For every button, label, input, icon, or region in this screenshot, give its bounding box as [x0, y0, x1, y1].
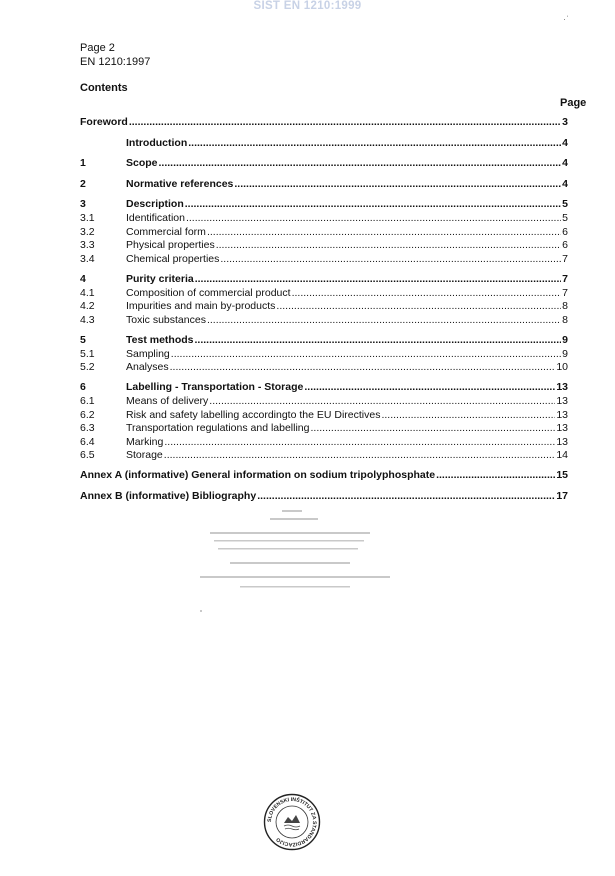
- dot-leader: [194, 334, 561, 346]
- toc-entry-page: 4: [562, 177, 568, 190]
- toc-entry[interactable]: [80, 212, 568, 226]
- toc-entry-number: 6.1: [80, 395, 95, 407]
- dot-leader: [304, 381, 555, 393]
- toc-entry-title: Foreword: [80, 116, 128, 128]
- toc-entry-page: 17: [556, 489, 568, 502]
- toc-entry-number: 6: [80, 381, 86, 393]
- toc-entry[interactable]: [80, 469, 568, 483]
- toc-entry-page: 15: [556, 469, 568, 481]
- watermark: SIST EN 1210:1999: [253, 0, 362, 12]
- toc-entry[interactable]: [80, 273, 568, 287]
- dot-leader: [170, 361, 556, 373]
- dot-leader: [188, 137, 561, 149]
- toc-entry-number: 4.3: [80, 313, 95, 326]
- dot-leader: [436, 469, 555, 481]
- toc-entry-number: 5.2: [80, 361, 95, 373]
- dot-leader: [129, 116, 561, 128]
- toc-entry-page: 14: [556, 449, 568, 461]
- toc-entry-page: 3: [562, 116, 568, 128]
- dot-leader: [195, 273, 561, 285]
- toc-entry-title: Annex B (informative) Bibliography: [80, 489, 257, 502]
- institute-seal: [263, 793, 321, 851]
- toc-entry-page: 6: [562, 225, 568, 238]
- toc-entry-title: Commercial form: [126, 225, 206, 238]
- toc-entry-number: 4.2: [80, 300, 95, 312]
- toc-entry[interactable]: [80, 490, 568, 504]
- dot-leader: [171, 348, 561, 360]
- toc-entry[interactable]: [80, 449, 568, 463]
- toc-entry-title: Labelling - Transportation - Storage: [126, 381, 304, 393]
- toc-entry-number: 6.3: [80, 422, 95, 434]
- toc-entry[interactable]: [80, 226, 568, 240]
- toc-entry[interactable]: [80, 381, 568, 395]
- dot-leader: [276, 300, 561, 312]
- toc-entry-page: 4: [562, 136, 568, 149]
- dot-leader: [207, 314, 561, 326]
- toc-entry[interactable]: [80, 253, 568, 267]
- toc-entry-title: Storage: [126, 449, 163, 461]
- toc-entry-title: Description: [126, 198, 184, 210]
- dot-leader: [185, 198, 561, 210]
- toc-entry-number: 5: [80, 333, 86, 346]
- toc-entry[interactable]: [80, 334, 568, 348]
- toc-entry-page: 13: [556, 435, 568, 448]
- toc-entry[interactable]: [80, 116, 568, 130]
- toc-entry-page: 9: [562, 333, 568, 346]
- toc-entry-title: Transportation regulations and labelling: [126, 422, 310, 434]
- toc-entry-number: 4: [80, 272, 86, 285]
- toc-entry-title: Sampling: [126, 347, 170, 360]
- dot-leader: [310, 422, 555, 434]
- toc-entry-page: 13: [556, 408, 568, 421]
- scan-noise: [200, 510, 400, 620]
- dot-leader: [234, 178, 561, 190]
- page-column-label: Page: [560, 97, 587, 109]
- toc-entry-number: 4.1: [80, 286, 95, 299]
- toc-entry[interactable]: [80, 395, 568, 409]
- toc-entry[interactable]: [80, 137, 568, 151]
- dot-leader: [220, 253, 561, 265]
- toc-entry-title: Purity criteria: [126, 272, 194, 285]
- table-of-contents: [80, 116, 568, 504]
- toc-entry[interactable]: [80, 436, 568, 450]
- dot-leader: [216, 239, 561, 251]
- toc-entry-title: Test methods: [126, 333, 194, 346]
- toc-entry-page: 7: [562, 286, 568, 299]
- toc-entry-number: 5.1: [80, 347, 95, 360]
- toc-entry-page: 10: [556, 361, 568, 373]
- toc-entry-number: 6.5: [80, 449, 95, 461]
- toc-entry-page: 6: [562, 239, 568, 251]
- toc-entry-title: Scope: [126, 157, 158, 169]
- toc-entry-title: Introduction: [126, 136, 188, 149]
- toc-entry-number: 6.2: [80, 408, 95, 421]
- toc-entry-number: 3.4: [80, 252, 95, 265]
- toc-entry[interactable]: [80, 239, 568, 253]
- toc-entry-page: 5: [562, 212, 568, 224]
- toc-entry-page: 8: [562, 300, 568, 312]
- toc-entry[interactable]: [80, 300, 568, 314]
- toc-entry-title: Identification: [126, 212, 185, 224]
- dot-leader: [164, 449, 556, 461]
- toc-entry-page: 4: [562, 157, 568, 169]
- toc-entry-page: 13: [556, 395, 568, 407]
- dot-leader: [186, 212, 561, 224]
- toc-entry-title: Marking: [126, 435, 164, 448]
- dot-leader: [209, 395, 555, 407]
- toc-entry[interactable]: [80, 422, 568, 436]
- dot-leader: [292, 287, 562, 299]
- toc-entry-page: 7: [562, 272, 568, 285]
- toc-entry-page: 13: [556, 422, 568, 434]
- dot-leader: [159, 157, 562, 169]
- toc-entry-number: 1: [80, 157, 86, 169]
- contents-heading: Contents: [80, 82, 128, 94]
- toc-entry[interactable]: [80, 198, 568, 212]
- toc-entry[interactable]: [80, 178, 568, 192]
- toc-entry-title: Normative references: [126, 177, 234, 190]
- toc-entry-page: 9: [562, 347, 568, 360]
- toc-entry[interactable]: [80, 287, 568, 301]
- scan-artifact: ·ˈ: [563, 14, 569, 24]
- page-header: [80, 41, 150, 69]
- toc-entry-page: 8: [562, 313, 568, 326]
- toc-entry-title: Means of delivery: [126, 395, 209, 407]
- toc-entry[interactable]: [80, 409, 568, 423]
- seal-text: SLOVENSKI INŠTITUT ZA STANDARDIZACIJO: [266, 796, 318, 848]
- toc-entry-title: Composition of commercial product: [126, 286, 291, 299]
- toc-entry-number: 3.3: [80, 239, 95, 251]
- toc-entry-number: 6.4: [80, 435, 95, 448]
- seal-mountain-icon: [284, 815, 300, 823]
- dot-leader: [257, 490, 555, 502]
- toc-entry[interactable]: [80, 361, 568, 375]
- toc-entry-number: 3.2: [80, 225, 95, 238]
- toc-entry[interactable]: [80, 314, 568, 328]
- dot-leader: [207, 226, 561, 238]
- toc-entry-title: Risk and safety labelling accordingto the EU Directives: [126, 408, 381, 421]
- toc-entry-page: 5: [562, 198, 568, 210]
- toc-entry-title: Impurities and main by-products: [126, 300, 276, 312]
- toc-entry-title: Annex A (informative) General information on sodium tripolyphosphate: [80, 469, 436, 481]
- standard-id: EN 1210:1997: [80, 56, 151, 68]
- toc-entry-page: 7: [562, 252, 568, 265]
- toc-entry-title: Analyses: [126, 361, 169, 373]
- toc-entry-number: 3: [80, 198, 86, 210]
- toc-entry-number: 2: [80, 177, 86, 190]
- page-number: Page 2: [80, 42, 115, 54]
- toc-entry-title: Chemical properties: [126, 252, 220, 265]
- dot-leader: [381, 409, 555, 421]
- toc-entry[interactable]: [80, 157, 568, 171]
- toc-entry-title: Toxic substances: [126, 313, 206, 326]
- toc-entry-page: 13: [556, 381, 568, 393]
- toc-entry-title: Physical properties: [126, 239, 215, 251]
- dot-leader: [164, 436, 555, 448]
- toc-entry-number: 3.1: [80, 212, 95, 224]
- toc-entry[interactable]: [80, 348, 568, 362]
